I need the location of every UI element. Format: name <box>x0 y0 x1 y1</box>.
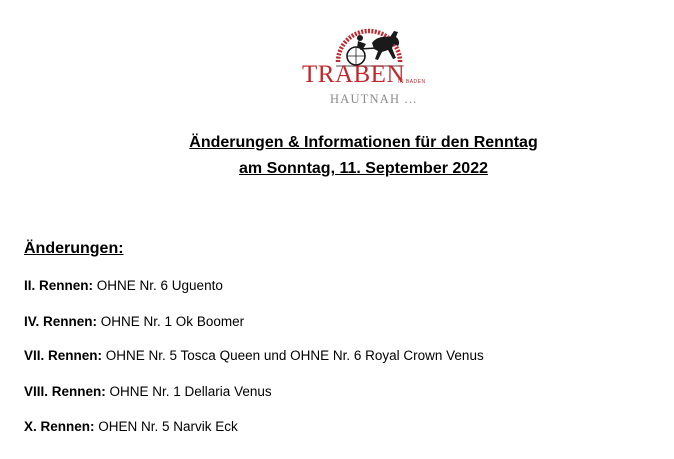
change-item <box>24 384 272 399</box>
document-title-line-1: Änderungen & Informationen für den Renntag <box>189 134 538 151</box>
logo-tagline: HAUTNAH ... <box>330 92 418 106</box>
change-item <box>24 348 484 363</box>
document-title-line-2: am Sonntag, 11. September 2022 <box>239 160 488 177</box>
race-label: II. Rennen: <box>24 278 94 293</box>
change-item <box>24 314 244 329</box>
change-detail: OHEN Nr. 5 Narvik Eck <box>98 419 238 434</box>
traben-logo <box>300 22 440 112</box>
race-label: X. Rennen: <box>24 419 95 434</box>
change-detail: OHNE Nr. 5 Tosca Queen und OHNE Nr. 6 Royal Crown Venus <box>105 348 484 363</box>
changes-heading: Änderungen: <box>24 240 124 257</box>
race-label: VII. Rennen: <box>24 348 103 363</box>
logo-subword: IN BADEN <box>398 79 426 85</box>
change-item <box>24 419 238 434</box>
change-detail: OHNE Nr. 1 Dellaria Venus <box>109 384 272 399</box>
change-item <box>24 278 223 293</box>
change-detail: OHNE Nr. 6 Uguento <box>96 278 223 293</box>
logo-wordmark: TRABEN <box>302 61 405 88</box>
race-label: VIII. Rennen: <box>24 384 106 399</box>
race-label: IV. Rennen: <box>24 314 98 329</box>
change-detail: OHNE Nr. 1 Ok Boomer <box>100 314 245 329</box>
